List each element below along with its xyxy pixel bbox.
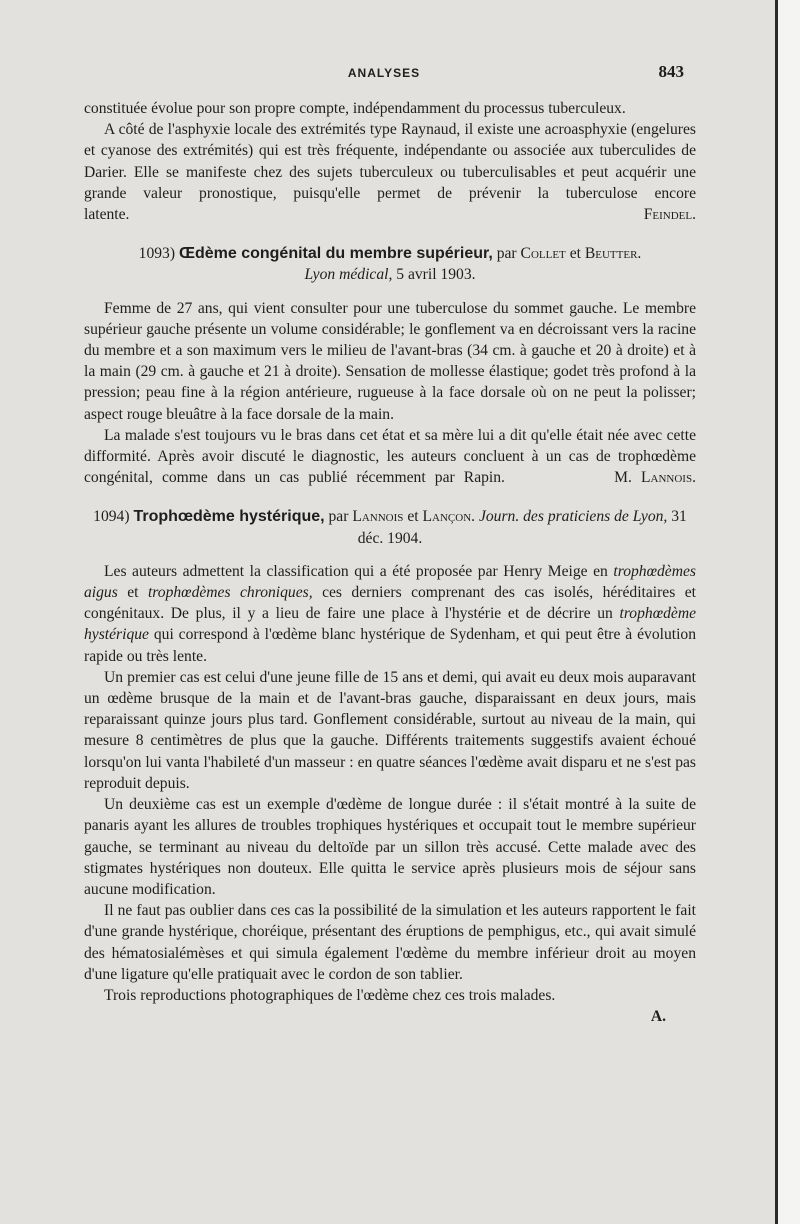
entry-1094-and: et (407, 508, 419, 526)
signature-m-lannois: M. Lannois. (614, 469, 696, 487)
entry-1093-author-2: Beutter. (584, 245, 642, 263)
entry-1093-paragraph-2-text: La malade s'est toujours vu le bras dans cet état et sa mère lui a dit qu'elle était née avec cette difformité. Après avoir discuté le diagnostic, les auteurs concluent à un cas de trophœdème congénital, comme dans un cas publié récemment par Rapin. (84, 426, 696, 487)
signature-feindel: Feindel. (643, 206, 696, 224)
spacer (84, 549, 696, 561)
page-number: 843 (658, 62, 684, 81)
entry-1093-author-1: Collet (520, 245, 566, 263)
entry-1094-paragraph-1-italic-3: trophœdème hystérique (84, 605, 696, 644)
entry-1093-title: Œdème congénital du membre supérieur, (178, 245, 493, 263)
entry-1093-by: par (496, 245, 517, 263)
intro-paragraph-2 (84, 119, 696, 225)
entry-1093-paragraph-1: Femme de 27 ans, qui vient consulter pour une tuberculose du sommet gauche. Le membre supérieur gauche présente un volume considérable; le gonflement va en décroissant vers la racine du membre et a son maximum vers le milieu de l'avant-bras (34 cm. à gauche et 20 à droite) et à la main (29 cm. à gauche et 21 à droite). Sensation de mollesse élastique; godet très profond à la pression; peau fine à la région antérieure, rugueuse à la face dorsale où on ne peut la polisser; aspect rouge bleuâtre à la face dorsale de la main. (84, 299, 696, 423)
entry-1094-heading (84, 506, 696, 548)
entry-1094-paragraph-3: Un deuxième cas est un exemple d'œdème de longue durée : il s'était montré à la suite de panaris ayant les allures de troubles trophiques hystériques et occupait tout le membre supérieur gauche, se terminant au niveau du deltoïde par un sillon très accusé. Cette malade avec des stigmates hystériques non douteux. Elle quitta le service après plusieurs mois de séjour sans aucune modification. (84, 796, 696, 898)
page-content (84, 98, 696, 1027)
entry-1093-journal: Lyon médical, (304, 266, 393, 284)
entry-1094-title: Trophœdème hystérique, (133, 508, 325, 526)
entry-1094-by: par (328, 508, 349, 526)
entry-1094-paragraph-4: Il ne faut pas oublier dans ces cas la possibilité de la simulation et les auteurs rapportent le fait d'une grande hystérique, choréique, présentant des éruptions de pemphigus, etc., qui avait simulé des hématosialémèses et qui simula également l'œdème du membre inférieur droit au moyen d'une ligature qu'elle pratiquait avec le cordon de son tablier. (84, 902, 696, 983)
entry-1094-paragraph-2: Un premier cas est celui d'une jeune fille de 15 ans et demi, qui avait eu deux mois auparavant un œdème brusque de la main et de l'avant-bras gauche, disparaissant en deux jours, mais reparaissant quinze jours plus tard. Gonflement considérable, surtout au niveau de la main, qui mesure 8 centimètres de plus que la gauche. Différents traitements suggestifs avaient échoué lorsqu'on lui vanta l'habileté d'un masseur : en quatre séances l'œdème avait disparu et ne s'est pas reproduit depuis. (84, 668, 696, 792)
entry-1093-and: et (569, 245, 581, 263)
entry-1093-source (84, 264, 696, 285)
entry-1094-paragraph-1-italic-2: trophœdèmes chroniques, (147, 584, 313, 602)
entry-1094-paragraph-1-d: qui correspond à l'œdème blanc hystérique de Sydenham, et qui peut être à évolution rapide ou très lente. (84, 626, 696, 665)
signature-a: A. (650, 1008, 666, 1026)
entry-1093-number: 1093) (138, 245, 176, 263)
page-header (84, 62, 684, 82)
running-title: ANALYSES (347, 66, 421, 80)
intro-paragraph-2-text: A côté de l'asphyxie locale des extrémités type Raynaud, il existe une acroasphyxie (engelures et cyanose des extrémités) qui est très fréquente, indépendante ou associée aux tuberculides de Darier. Elle se manifeste chez des sujets tuberculeux ou tuberculisables et peut acquérir une grande valeur pronostique, puisqu'elle permet de prévenir la tuberculose encore latente. (84, 121, 696, 224)
entry-1094-author-2: Lançon. (422, 508, 476, 526)
entry-1094-paragraph-1-c: ces derniers comprenant des cas isolés, héréditaires et congénitaux. De plus, il y a lieu de faire une place à l'hystérie et de décrire un (84, 584, 696, 623)
entry-1093-paragraph-2 (84, 425, 696, 489)
entry-1094-paragraph-1-a: Les auteurs admettent la classification qui a été proposée par Henry Meige en (104, 562, 608, 580)
entry-1094-date: 31 déc. 1904. (357, 508, 687, 547)
entry-1094-paragraph-1-b: et (127, 584, 139, 602)
page-edge (775, 0, 800, 1224)
entry-1094-paragraph-1 (84, 561, 696, 667)
entry-1094-paragraph-5: Trois reproductions photographiques de l'œdème chez ces trois malades. (104, 986, 556, 1004)
entry-1093-heading (84, 243, 696, 264)
intro-paragraph-1: constituée évolue pour son propre compte, indépendamment du processus tuberculeux. (84, 100, 626, 117)
entry-1094-number: 1094) (93, 508, 130, 526)
entry-1093-date: 5 avril 1903. (396, 266, 476, 284)
entry-1094-author-1: Lannois (352, 508, 404, 526)
entry-1094-paragraph-1-italic-1: trophœdèmes aigus (84, 562, 696, 602)
entry-1094-journal: Journ. des praticiens de Lyon, (478, 508, 668, 526)
